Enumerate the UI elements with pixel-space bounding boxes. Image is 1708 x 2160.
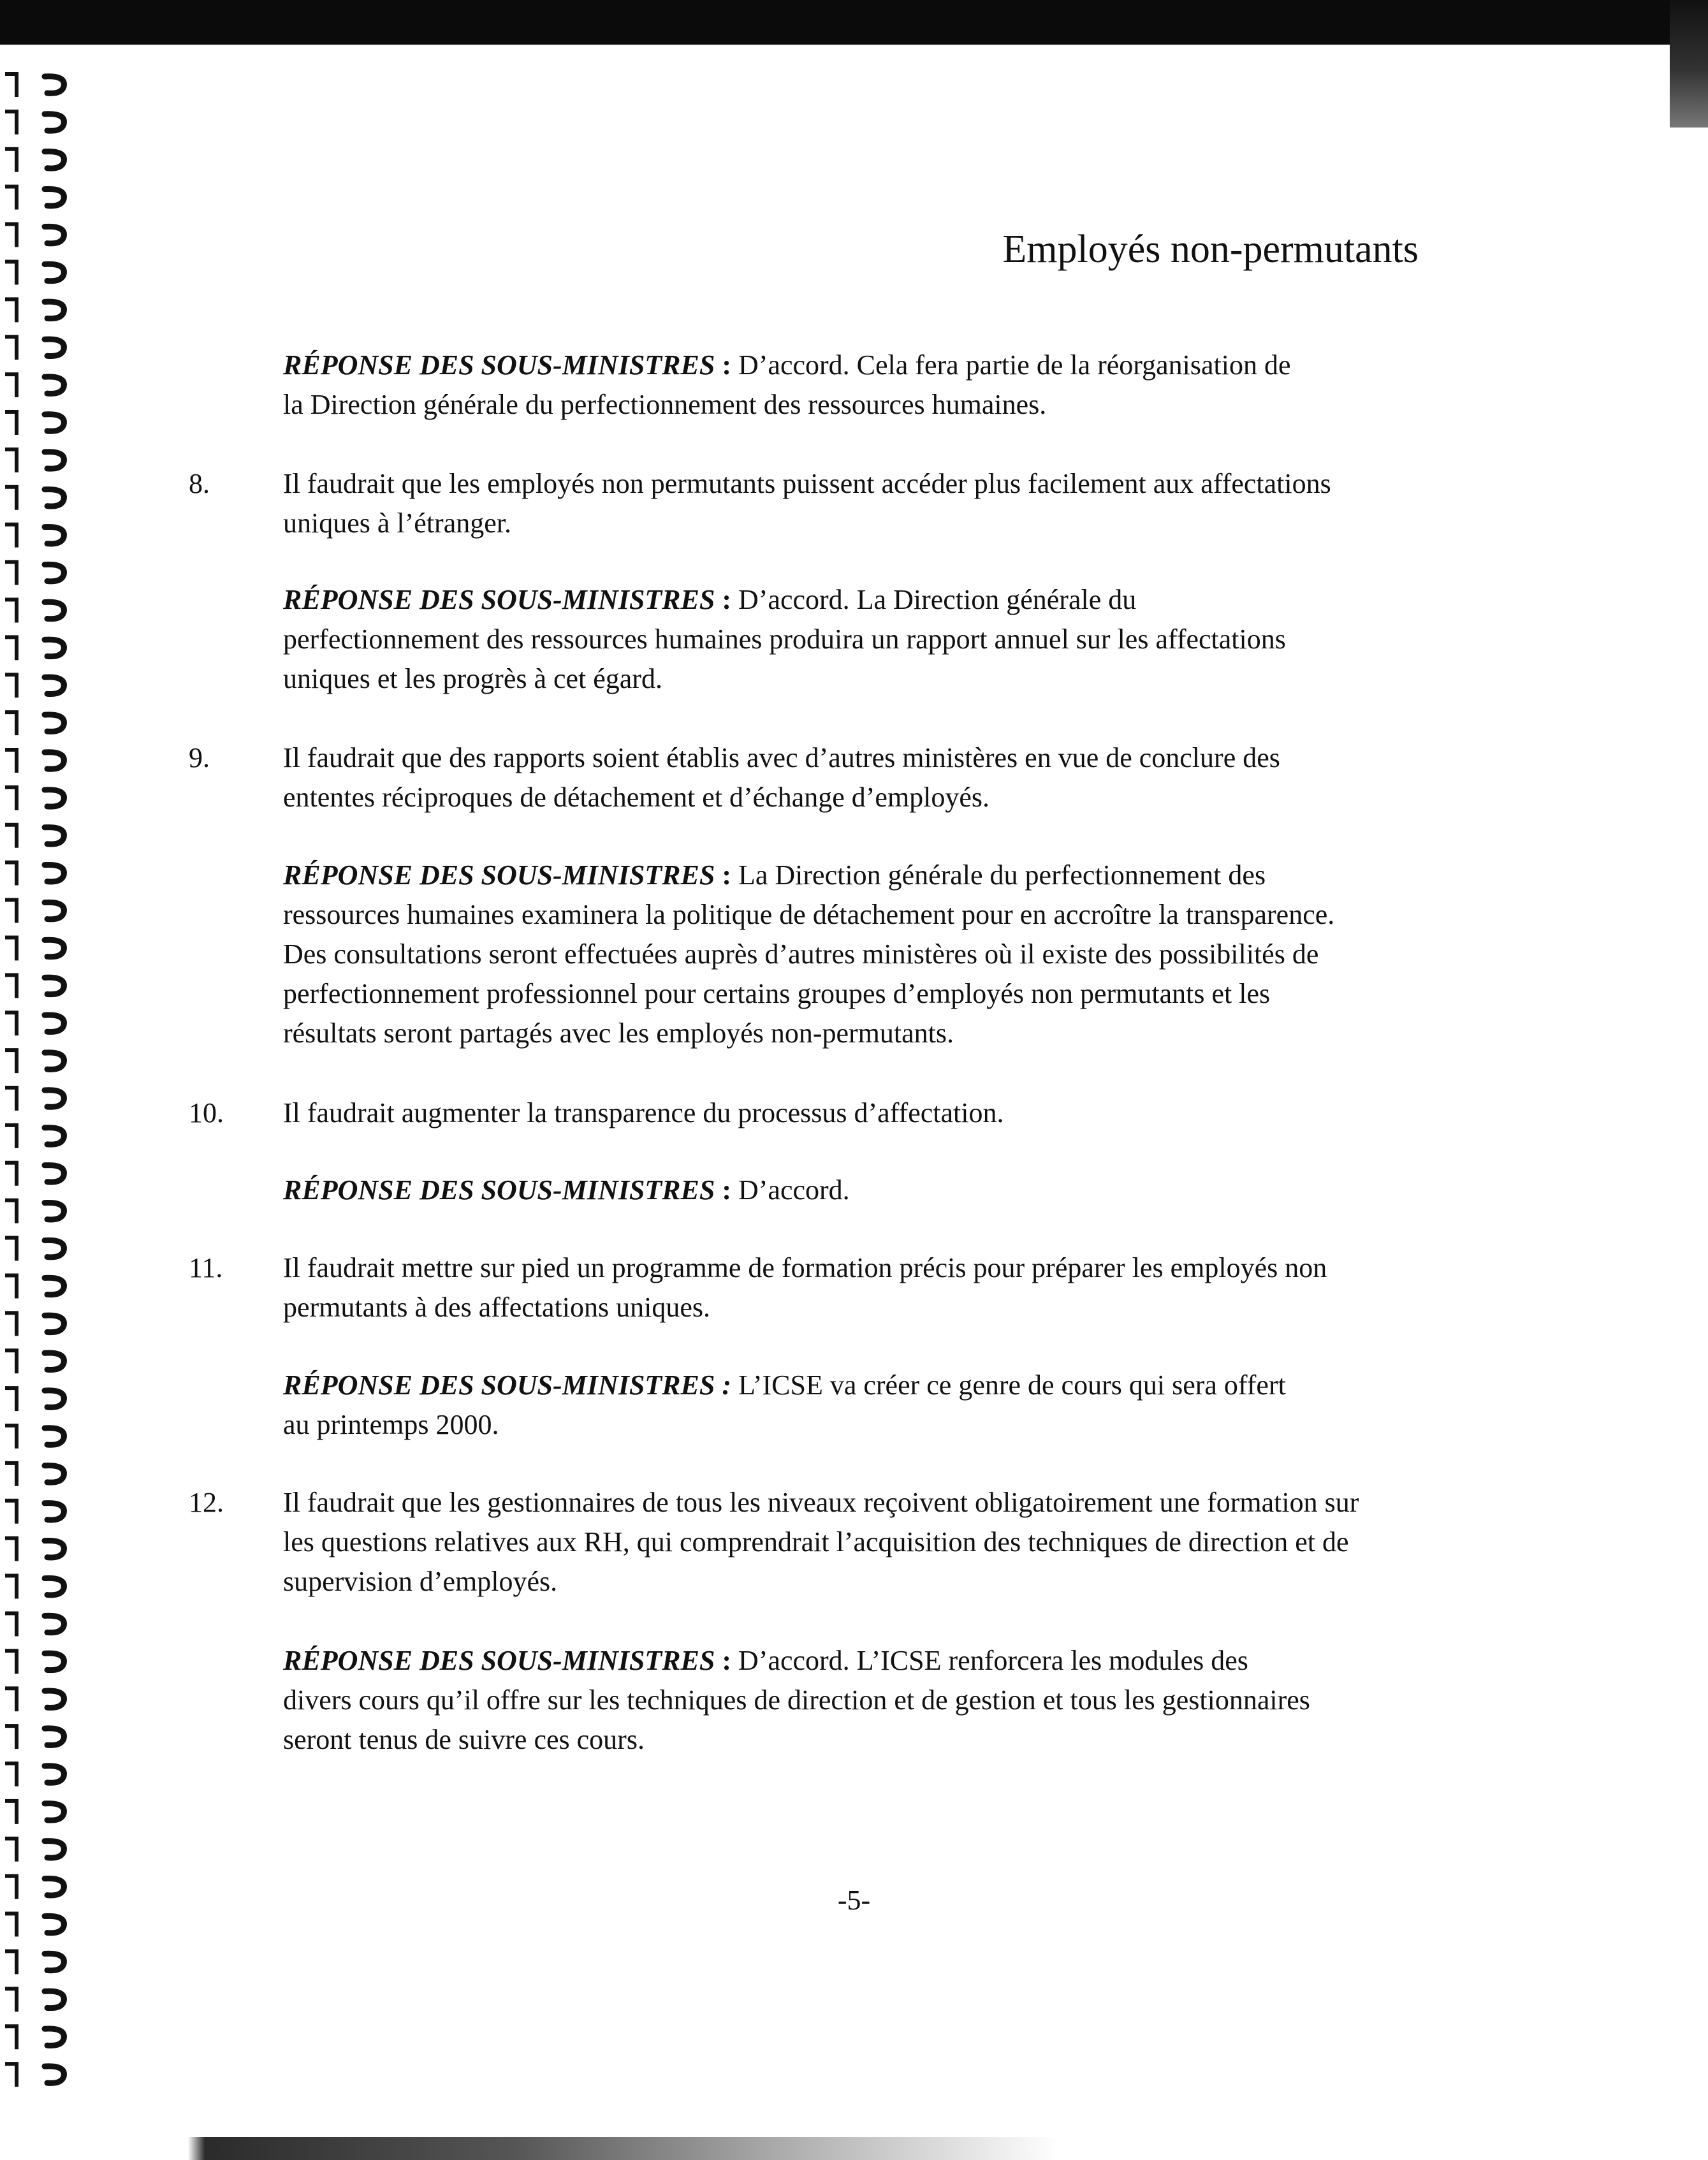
item-text bbox=[283, 1093, 1494, 1133]
response-line: ressources humaines examinera la politique de détachement pour en accroître la transparence. bbox=[283, 899, 1335, 930]
response-line: RÉPONSE DES SOUS-MINISTRES : D’accord. bbox=[283, 1174, 850, 1206]
response-line: au printemps 2000. bbox=[283, 1409, 499, 1440]
item-text bbox=[283, 1483, 1494, 1602]
response-line: seront tenus de suivre ces cours. bbox=[283, 1724, 645, 1755]
response-block-continued bbox=[283, 346, 1494, 425]
response-line: perfectionnement professionnel pour certains groupes d’employés non permutants et les bbox=[283, 978, 1271, 1009]
response-line: RÉPONSE DES SOUS-MINISTRES : D’accord. Cela fera partie de la réorganisation de bbox=[283, 349, 1291, 381]
response-line: perfectionnement des ressources humaines produira un rapport annuel sur les affectations bbox=[283, 624, 1286, 655]
item-line: Il faudrait augmenter la transparence du processus d’affectation. bbox=[283, 1097, 1004, 1128]
response-block bbox=[283, 1171, 1494, 1210]
response-line: Des consultations seront effectuées auprès d’autres ministères où il existe des possibilités de bbox=[283, 938, 1319, 970]
item-number: 12. bbox=[189, 1487, 224, 1518]
item-line: Il faudrait que les employés non permutants puissent accéder plus facilement aux affectations bbox=[283, 468, 1331, 499]
response-label: RÉPONSE DES SOUS-MINISTRES bbox=[283, 584, 715, 615]
response-label: RÉPONSE DES SOUS-MINISTRES bbox=[283, 859, 715, 891]
item-text bbox=[283, 464, 1494, 543]
item-line: Il faudrait que des rapports soient établis avec d’autres ministères en vue de conclure des bbox=[283, 742, 1280, 773]
item-line: supervision d’employés. bbox=[283, 1566, 558, 1597]
item-line: Il faudrait que les gestionnaires de tous les niveaux reçoivent obligatoirement une formation sur bbox=[283, 1487, 1359, 1518]
response-line: la Direction générale du perfectionnement des ressources humaines. bbox=[283, 389, 1047, 420]
response-line: uniques et les progrès à cet égard. bbox=[283, 663, 662, 694]
item-line: Il faudrait mettre sur pied un programme de formation précis pour préparer les employés non bbox=[283, 1252, 1327, 1283]
response-block bbox=[283, 1366, 1494, 1445]
page-title: Employés non-permutants bbox=[1002, 228, 1419, 271]
item-text bbox=[283, 738, 1494, 817]
item-number: 11. bbox=[189, 1252, 223, 1283]
response-line: RÉPONSE DES SOUS-MINISTRES : La Direction générale du perfectionnement des bbox=[283, 859, 1266, 891]
item-number: 10. bbox=[189, 1097, 224, 1128]
response-label: RÉPONSE DES SOUS-MINISTRES : bbox=[283, 1369, 731, 1401]
response-label: RÉPONSE DES SOUS-MINISTRES bbox=[283, 1645, 715, 1676]
response-block bbox=[283, 856, 1494, 1053]
response-line: RÉPONSE DES SOUS-MINISTRES : D’accord. L’ICSE renforcera les modules des bbox=[283, 1645, 1248, 1676]
page-number: -5- bbox=[837, 1885, 871, 1916]
item-line: ententes réciproques de détachement et d’échange d’employés. bbox=[283, 782, 990, 813]
item-line: uniques à l’étranger. bbox=[283, 507, 511, 539]
response-block bbox=[283, 1641, 1494, 1760]
response-line: divers cours qu’il offre sur les techniques de direction et de gestion et tous les gestionnaires bbox=[283, 1684, 1310, 1716]
response-line: résultats seront partagés avec les employés non-permutants. bbox=[283, 1018, 954, 1049]
item-line: permutants à des affectations uniques. bbox=[283, 1292, 710, 1323]
response-label: RÉPONSE DES SOUS-MINISTRES bbox=[283, 1174, 715, 1206]
response-line: RÉPONSE DES SOUS-MINISTRES : D’accord. La Direction générale du bbox=[283, 584, 1137, 615]
item-line: les questions relatives aux RH, qui comprendrait l’acquisition des techniques de direction et de bbox=[283, 1526, 1349, 1558]
response-line: RÉPONSE DES SOUS-MINISTRES : L’ICSE va créer ce genre de cours qui sera offert bbox=[283, 1369, 1286, 1401]
response-label: RÉPONSE DES SOUS-MINISTRES bbox=[283, 349, 715, 381]
item-text bbox=[283, 1248, 1494, 1327]
item-number: 8. bbox=[189, 468, 210, 499]
item-number: 9. bbox=[189, 742, 210, 773]
response-block bbox=[283, 580, 1494, 699]
